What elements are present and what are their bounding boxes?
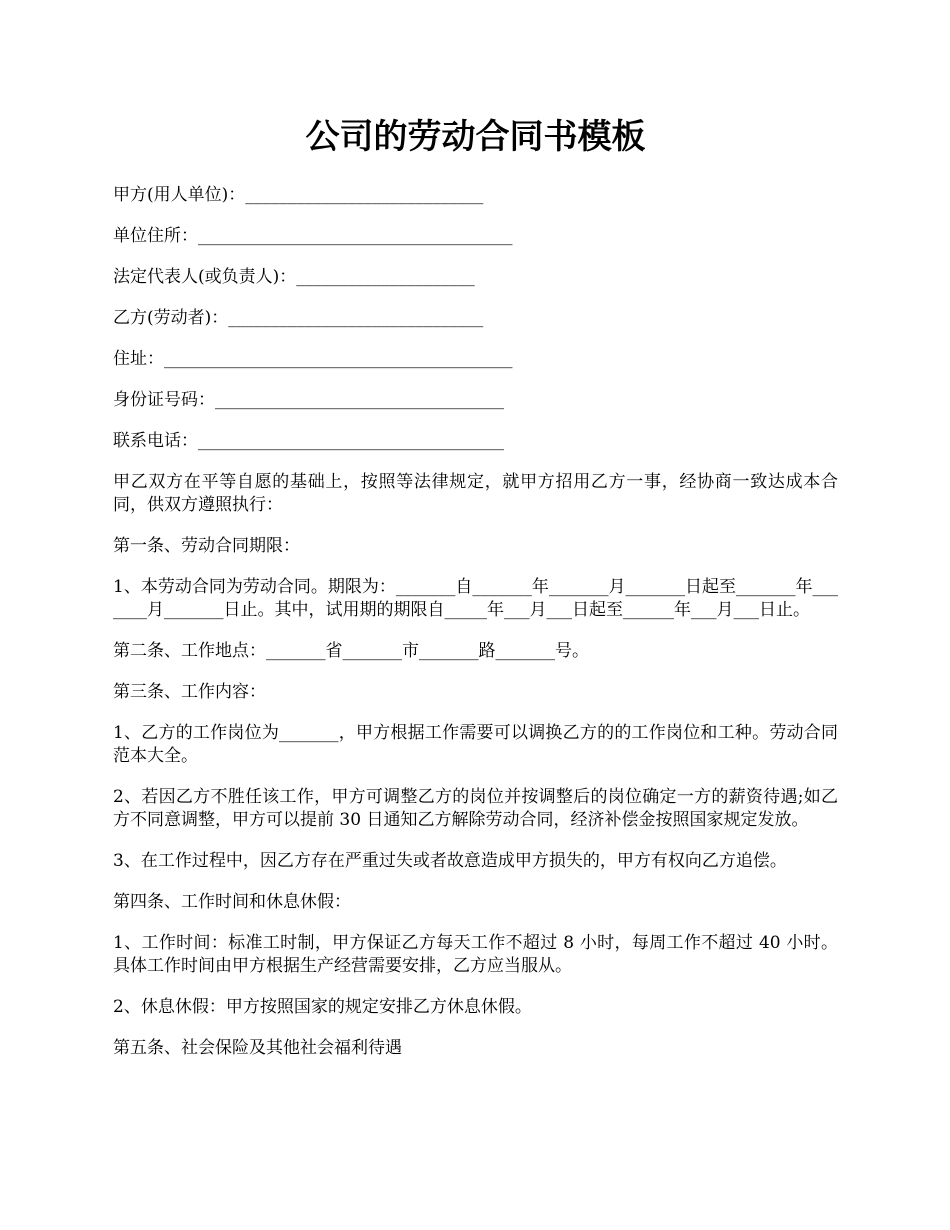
field-label: 法定代表人(或负责人)： [113,267,297,287]
article-3-clause-1: 1、乙方的工作岗位为_______，甲方根据工作需要可以调换乙方的的工作岗位和工种。劳动合同范本大全。 [113,723,838,766]
article-3-clause-2: 2、若因乙方不胜任该工作，甲方可调整乙方的岗位并按调整后的岗位确定一方的薪资待遇;如乙方不同意调整，甲方可以提前 30 日通知乙方解除劳动合同，经济补偿金按照国家规定发放。 [113,787,838,830]
field-label: 甲方(用人单位)： [113,185,246,205]
company-address-field [113,225,838,248]
field-blank: ____________________________________ [198,431,504,451]
document-title: 公司的劳动合同书模板 [305,117,646,157]
article-3-heading: 第三条、工作内容： [113,682,266,702]
id-number-field [113,389,838,412]
article-1-clause-1: 1、本劳动合同为劳动合同。期限为：_______自_______年_______月_______日起至_______年_______月_______日止。其中，试用期的期限自_____年___月___日起至______年___月___日止。 [113,577,838,620]
field-blank: ______________________________ [228,308,484,328]
article-1-heading: 第一条、劳动合同期限： [113,536,300,556]
field-blank: ____________________________ [245,185,484,205]
phone-field [113,430,838,453]
party-a-field [113,184,838,207]
field-label: 乙方(劳动者)： [113,308,229,328]
article-5-heading: 第五条、社会保险及其他社会福利待遇 [113,1038,402,1058]
residence-address-field [113,348,838,371]
article-4-heading: 第四条、工作时间和休息休假： [113,892,351,912]
document-page [113,0,838,1078]
field-label: 联系电话： [113,431,198,451]
field-label: 住址： [113,349,164,369]
field-label: 身份证号码： [113,390,215,410]
article-4-clause-2: 2、休息休假：甲方按照国家的规定安排乙方休息休假。 [113,997,532,1017]
field-label: 单位住所： [113,226,198,246]
party-info-fields [113,184,838,453]
field-blank: _____________________________________ [198,226,513,246]
field-blank: _________________________________________ [164,349,513,369]
article-3-clause-3: 3、在工作过程中，因乙方存在严重过失或者故意造成甲方损失的，甲方有权向乙方追偿。 [113,851,787,871]
field-blank: __________________________________ [215,390,504,410]
article-4-clause-1: 1、工作时间：标准工时制，甲方保证乙方每天工作不超过 8 小时，每周工作不超过 40 小时。具体工作时间由甲方根据生产经营需要安排，乙方应当服从。 [113,933,838,976]
field-blank: _____________________ [296,267,475,287]
article-2-heading: 第二条、工作地点：_______省_______市_______路_______号。 [113,641,589,661]
legal-representative-field [113,266,838,289]
party-b-field [113,307,838,330]
contract-preamble: 甲乙双方在平等自愿的基础上，按照等法律规定，就甲方招用乙方一事，经协商一致达成本合同，供双方遵照执行： [113,472,838,515]
